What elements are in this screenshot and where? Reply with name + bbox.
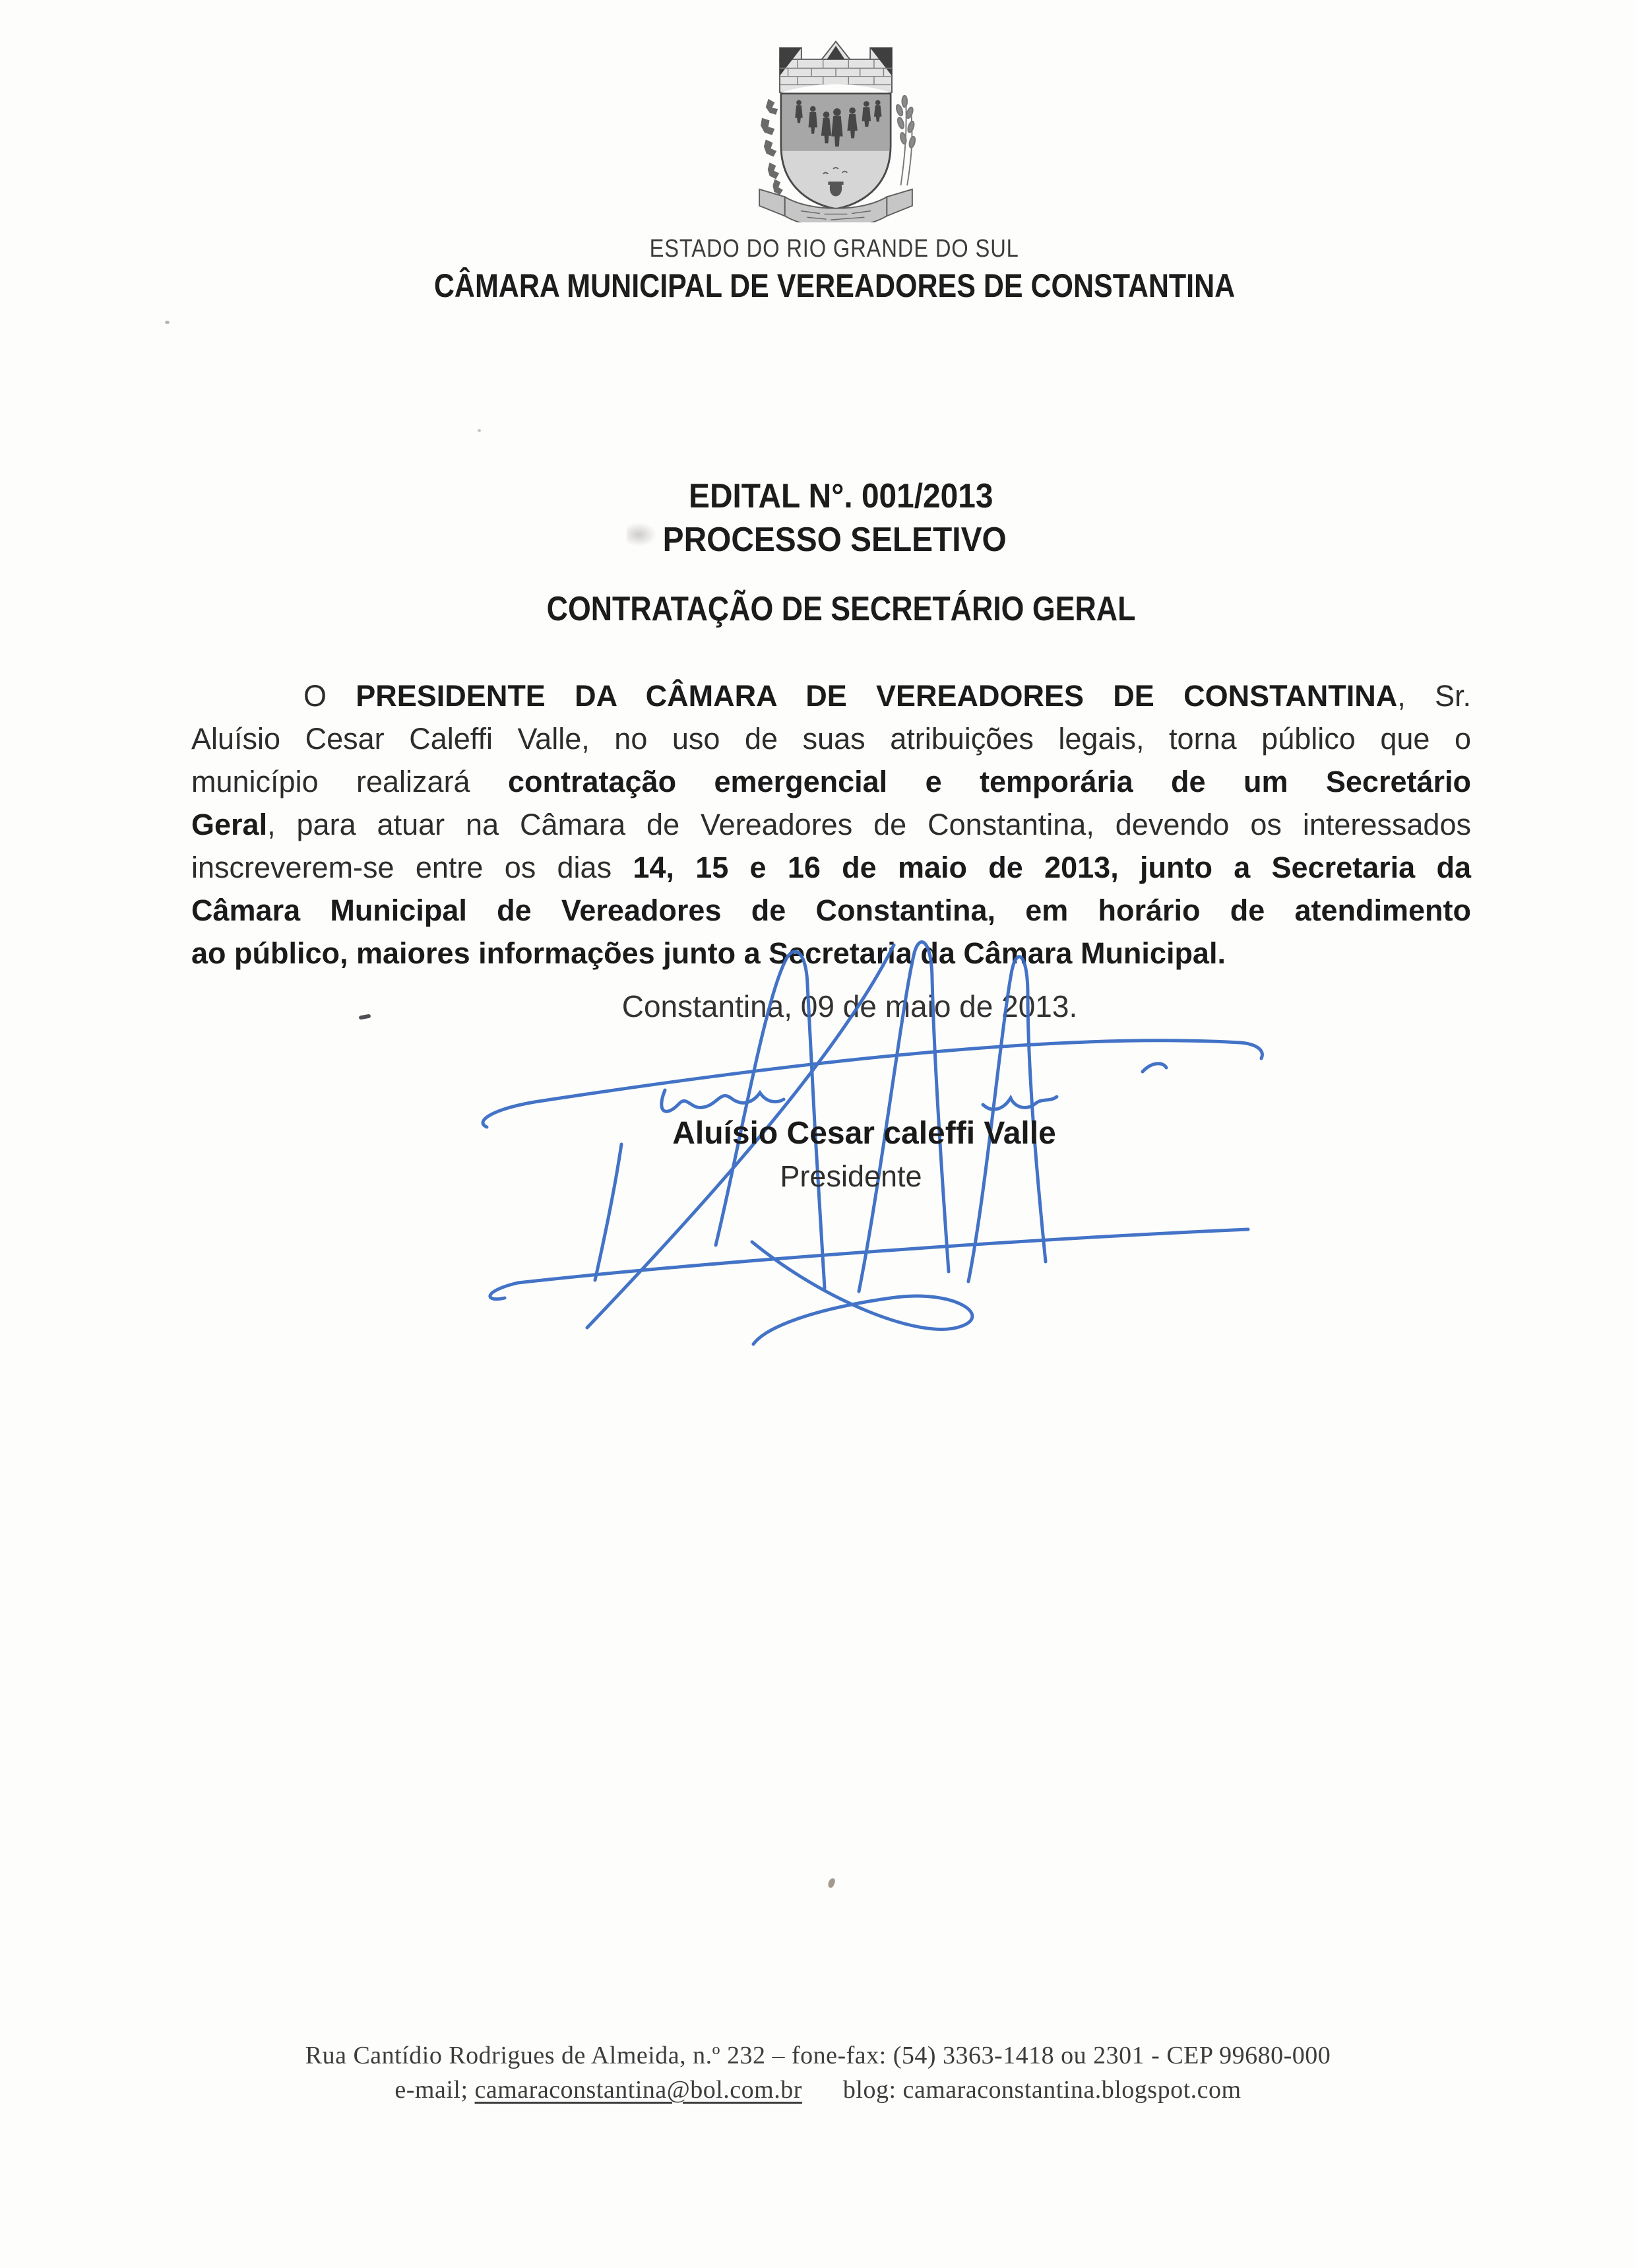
scan-speck (478, 429, 481, 432)
body-run-bold: contratação emergencial e temporária de um Secretário (508, 765, 1472, 798)
subject-line (23, 589, 1636, 629)
coat-of-arms-icon (740, 38, 931, 222)
process-title: PROCESSO SELETIVO (662, 521, 1007, 559)
process-line (16, 520, 1636, 560)
body-run-bold: Geral (191, 808, 268, 841)
signature-stroke (752, 1242, 972, 1344)
edital-number-line (23, 476, 1636, 516)
subject-title: CONTRATAÇÃO DE SECRETÁRIO GERAL (546, 590, 1136, 628)
signer-name: Aluísio Cesar caleffi Valle (672, 1116, 1056, 1151)
body-run: , Sr. (1397, 679, 1471, 713)
signature-stroke (483, 1041, 1262, 1127)
body-line (191, 803, 1471, 846)
body-run-bold: PRESIDENTE DA CÂMARA DE VEREADORES DE CONSTANTINA (356, 679, 1398, 713)
body-line (191, 846, 1471, 889)
wheat-stalks (895, 96, 916, 185)
body-run: Aluísio Cesar Caleffi Valle, no uso de suas atribuições legais, torna público que o (191, 722, 1471, 756)
chamber-text: CÂMARA MUNICIPAL DE VEREADORES DE CONSTANTINA (433, 267, 1236, 304)
scan-speck (827, 1877, 836, 1889)
signature-stroke (1143, 1064, 1166, 1072)
body-paragraph (191, 674, 1471, 975)
body-run: , para atuar na Câmara de Vereadores de Constantina, devendo os interessados (267, 808, 1471, 841)
body-line (191, 674, 1471, 717)
blog-label: blog: (842, 2076, 903, 2104)
letterhead-state-line (16, 235, 1636, 263)
scan-speck (165, 321, 170, 324)
body-line (191, 889, 1471, 932)
signature-stroke (662, 1090, 784, 1111)
body-line (191, 717, 1471, 760)
body-line (191, 932, 1471, 975)
body-run: município realizará (191, 765, 509, 798)
dateline: Constantina, 09 de maio de 2013. (621, 989, 1078, 1023)
signature-stroke (983, 1097, 1057, 1109)
email-address: camaraconstantina@bol.com.br (474, 2076, 802, 2104)
body-run-bold: ao público, maiores informações junto a Secretaria da Câmara Municipal. (191, 936, 1226, 970)
body-run: inscreverem-se entre os dias (191, 851, 633, 884)
blog-address: camaraconstantina.blogspot.com (902, 2076, 1242, 2104)
body-line (191, 760, 1471, 803)
email-label: e-mail; (394, 2076, 475, 2104)
body-run-bold: 14, 15 e 16 de maio de 2013, junto a Secretaria da (633, 851, 1471, 884)
vine-branch (761, 99, 783, 195)
footer-address-line: Rua Cantídio Rodrigues de Almeida, n.º 232 – fone-fax: (54) 3363-1418 ou 2301 - CEP 99680-000 (305, 2042, 1331, 2069)
state-text: ESTADO DO RIO GRANDE DO SUL (649, 235, 1020, 263)
edital-number: EDITAL N°. 001/2013 (689, 477, 993, 515)
footer-contact-line (0, 2075, 1636, 2104)
letterhead-chamber-line (16, 267, 1636, 305)
body-run-bold: Câmara Municipal de Vereadores de Constantina, em horário de atendimento (191, 893, 1471, 927)
body-run: O (303, 679, 356, 713)
signature-stroke (490, 1229, 1248, 1299)
signer-role: Presidente (780, 1159, 922, 1193)
